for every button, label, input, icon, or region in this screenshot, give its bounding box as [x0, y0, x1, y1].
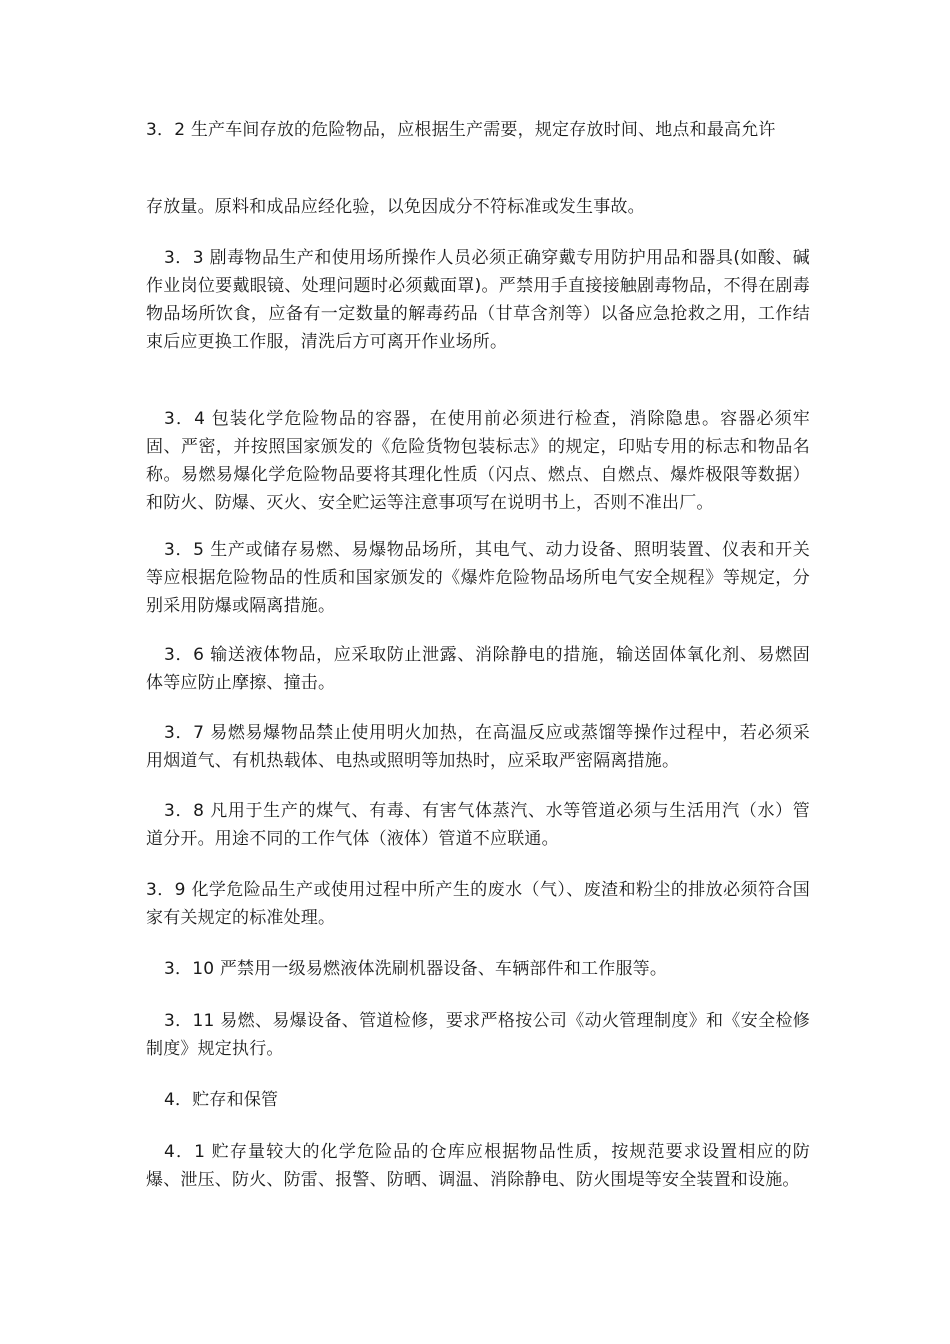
paragraph-3-11: 3．11 易燃、易爆设备、管道检修，要求严格按公司《动火管理制度》和《安全检修制度》规定执行。	[146, 1011, 810, 1059]
paragraph-3-5: 3．5 生产或储存易燃、易爆物品场所，其电气、动力设备、照明装置、仪表和开关等应根据危险物品的性质和国家颁发的《爆炸危险物品场所电气安全规程》等规定，分别采用防爆或隔离措施。	[146, 540, 810, 616]
paragraph-3-4: 3．4 包装化学危险物品的容器，在使用前必须进行检查，消除隐患。容器必须牢固、严密，并按照国家颁发的《危险货物包装标志》的规定，印贴专用的标志和物品名称。易燃易爆化学危险物品要将其理化性质（闪点、燃点、自燃点、爆炸极限等数据）和防火、防爆、灭火、安全贮运等注意事项写在说明书上，否则不准出厂。	[146, 409, 810, 513]
paragraph-3-9: 3．9 化学危险品生产或使用过程中所产生的废水（气）、废渣和粉尘的排放必须符合国家有关规定的标准处理。	[146, 880, 810, 928]
paragraph-3-2: 3．2 生产车间存放的危险物品，应根据生产需要，规定存放时间、地点和最高允许	[146, 120, 776, 140]
section-heading-4: 4．贮存和保管	[164, 1090, 279, 1110]
paragraph-3-8: 3．8 凡用于生产的煤气、有毒、有害气体蒸汽、水等管道必须与生活用汽（水）管道分开。用途不同的工作气体（液体）管道不应联通。	[146, 801, 810, 849]
paragraph-3-7: 3．7 易燃易爆物品禁止使用明火加热，在高温反应或蒸馏等操作过程中，若必须采用烟道气、有机热载体、电热或照明等加热时，应采取严密隔离措施。	[146, 723, 810, 771]
paragraph-3-6: 3．6 输送液体物品，应采取防止泄露、消除静电的措施，输送固体氧化剂、易燃固体等应防止摩擦、撞击。	[146, 645, 810, 693]
paragraph-3-2-continued: 存放量。原料和成品应经化验，以免因成分不符标准或发生事故。	[146, 197, 645, 217]
paragraph-3-10: 3．10 严禁用一级易燃液体洗刷机器设备、车辆部件和工作服等。	[164, 959, 668, 979]
paragraph-4-1: 4．1 贮存量较大的化学危险品的仓库应根据物品性质，按规范要求设置相应的防爆、泄压、防火、防雷、报警、防晒、调温、消除静电、防火围堤等安全装置和设施。	[146, 1142, 810, 1190]
paragraph-3-3: 3．3 剧毒物品生产和使用场所操作人员必须正确穿戴专用防护用品和器具(如酸、碱作业岗位要戴眼镜、处理问题时必须戴面罩)。严禁用手直接接触剧毒物品，不得在剧毒物品场所饮食，应备有一定数量的解毒药品（甘草含剂等）以备应急抢救之用，工作结束后应更换工作服，清洗后方可离开作业场所。	[146, 248, 810, 352]
